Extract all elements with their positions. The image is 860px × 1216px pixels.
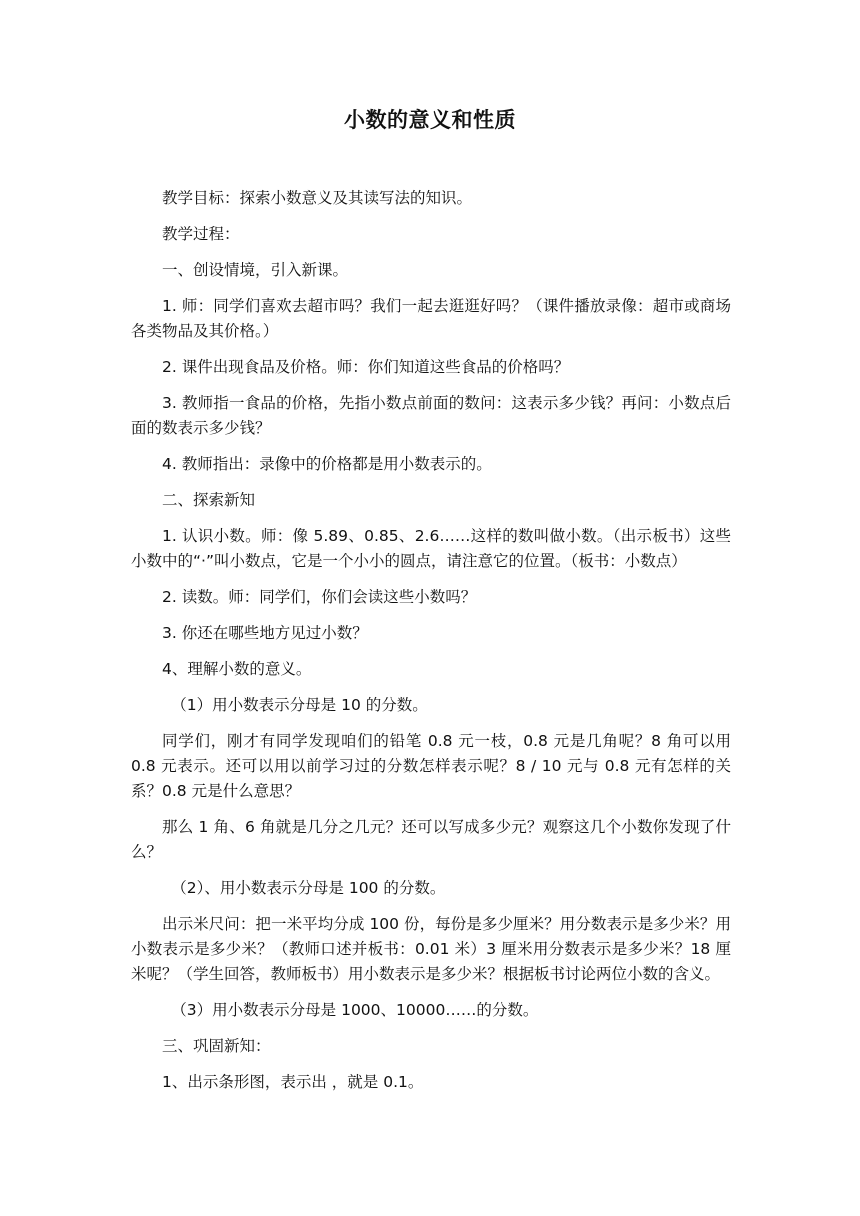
subsection-heading: （2）、用小数表示分母是 100 的分数。: [171, 879, 446, 897]
paragraph: 出示米尺问：把一米平均分成 100 份，每份是多少厘米？用分数表示是多少米？用小数表示是多少米？（教师口述并板书：0.01 米）3 厘米用分数表示是多少米？18 厘米呢？（学生回答，教师板书）用小数表示是多少米？根据板书讨论两位小数的含义。: [131, 915, 731, 983]
section-heading-2: 二、探索新知: [162, 491, 256, 509]
paragraph-teaching-process: 教学过程：: [162, 225, 240, 243]
paragraph: 1. 师：同学们喜欢去超市吗？我们一起去逛逛好吗？（课件播放录像：超市或商场各类物品及其价格。）: [131, 297, 731, 340]
paragraph: 2. 读数。师：同学们，你们会读这些小数吗？: [162, 588, 477, 606]
document-title: 小数的意义和性质: [344, 108, 516, 132]
paragraph: 3. 你还在哪些地方见过小数？: [162, 624, 368, 642]
paragraph: 同学们，刚才有同学发现咱们的铅笔 0.8 元一枝，0.8 元是几角呢？8 角可以用 0.8 元表示。还可以用以前学习过的分数怎样表示呢？8 / 10 元与 0.8 元有怎样的关系？0.8 元是什么意思？: [131, 732, 731, 800]
paragraph: 1、出示条形图，表示出 ，就是 0.1。: [162, 1073, 424, 1091]
paragraph: 4、理解小数的意义。: [162, 660, 312, 678]
paragraph-teaching-goal: 教学目标：探索小数意义及其读写法的知识。: [162, 189, 473, 207]
document-body: [131, 186, 731, 1106]
section-heading-1: 一、创设情境，引入新课。: [162, 261, 349, 279]
paragraph: 1. 认识小数。师：像 5.89、0.85、2.6……这样的数叫做小数。（出示板书）这些小数中的“·”叫小数点，它是一个小小的圆点，请注意它的位置。（板书：小数点）: [131, 527, 731, 570]
paragraph: 4. 教师指出：录像中的价格都是用小数表示的。: [162, 455, 492, 473]
section-heading-3: 三、巩固新知：: [162, 1037, 271, 1055]
paragraph: 2. 课件出现食品及价格。师：你们知道这些食品的价格吗？: [162, 358, 570, 376]
paragraph: 那么 1 角、6 角就是几分之几元？还可以写成多少元？观察这几个小数你发现了什么？: [131, 818, 731, 861]
subsection-heading: （1）用小数表示分母是 10 的分数。: [171, 696, 428, 714]
subsection-heading: （3）用小数表示分母是 1000、10000……的分数。: [171, 1001, 539, 1019]
paragraph: 3. 教师指一食品的价格，先指小数点前面的数问：这表示多少钱？再问：小数点后面的数表示多少钱？: [131, 394, 731, 437]
